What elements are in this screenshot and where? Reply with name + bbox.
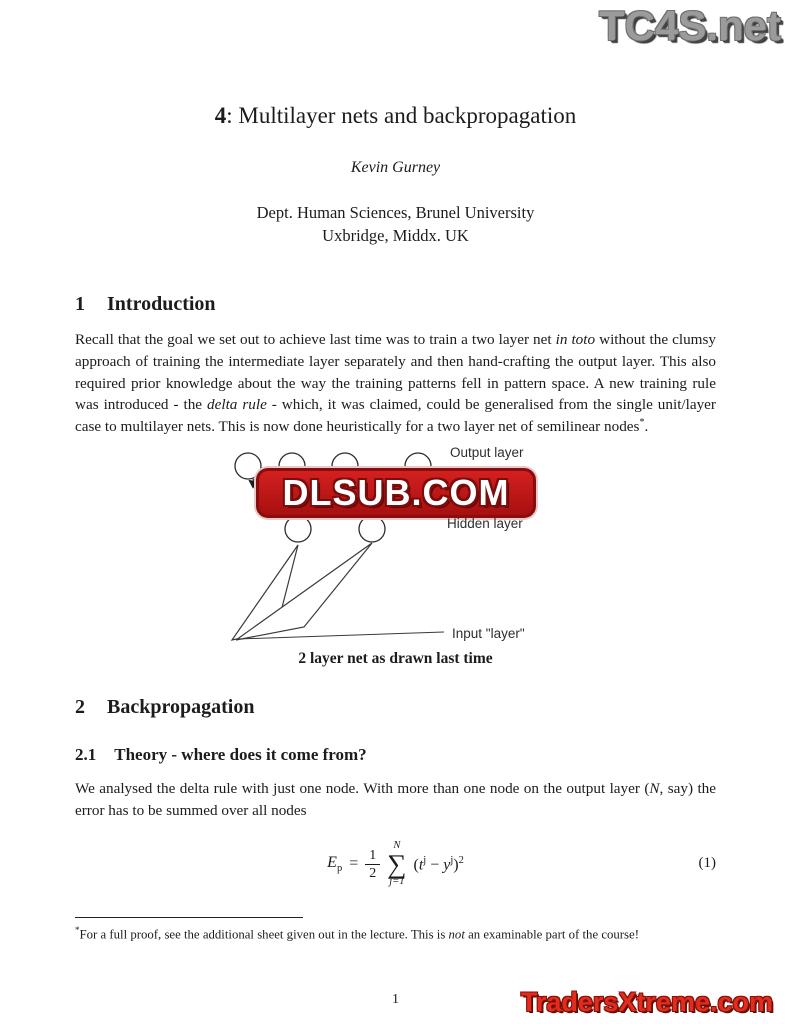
affiliation-line2: Uxbridge, Middx. UK — [322, 226, 469, 246]
equation-number: (1) — [698, 855, 716, 872]
footnote-segment: For a full proof, see the additional sheet given out in the lecture. This is — [79, 927, 449, 942]
footnote-marker: * — [75, 925, 80, 936]
intro-italic-delta-rule: delta rule — [207, 396, 267, 414]
footnote-text — [75, 924, 716, 944]
backprop-italic-N: N — [649, 779, 660, 797]
footnote-segment: an examinable part of the course! — [464, 927, 639, 942]
equation-fraction: $\frac{1}{2}$ — [365, 848, 380, 882]
output-layer-label: Output layer — [450, 444, 524, 460]
backprop-text: We analysed the delta rule with just one node. With more than one node on the output layer ( — [75, 779, 650, 797]
watermark-top: TC4S.net — [598, 2, 781, 49]
equation-body — [75, 837, 716, 891]
section-title: Introduction — [107, 293, 216, 316]
input-arrows — [232, 543, 372, 640]
footnote-marker-ref: * — [639, 417, 645, 429]
subsection-number: 2.1 — [75, 744, 97, 764]
equation-summation: N ∑ j=1 — [387, 840, 407, 888]
backprop-text: , say) the error has to be summed over all nodes — [75, 779, 716, 819]
intro-text: . — [644, 418, 649, 436]
section-number: 1 — [75, 293, 85, 316]
footnote-italic-not: not — [448, 927, 465, 942]
intro-text: Recall that the goal we set out to achieve last time was to train a two layer net — [75, 331, 556, 349]
page-number: 1 — [392, 992, 399, 1007]
hidden-layer-label: Hidden layer — [447, 515, 523, 531]
backprop-paragraph — [75, 778, 716, 821]
equation-1 — [75, 837, 716, 891]
intro-text: without the clumsy approach of training the intermediate layer separately and then hand-crafting the output layer. This also required prior knowledge about the way the training patterns fell in pattern space. A new training rule was introduced - the — [75, 331, 716, 414]
author-name: Kevin Gurney — [350, 159, 441, 176]
affiliation-line1: Dept. Human Sciences, Brunel University — [256, 203, 535, 222]
affiliation — [75, 201, 716, 247]
equation-expression: $(t^j - y^j)^2$ — [413, 854, 464, 874]
watermark-bottom: TradersXtreme.com — [520, 987, 773, 1017]
section-number: 2 — [75, 695, 85, 718]
subsection-title: Theory - where does it come from? — [114, 744, 367, 764]
figure-caption: 2 layer net as drawn last time — [298, 649, 493, 667]
footnote-rule — [75, 917, 303, 918]
subsection-heading-theory — [75, 745, 716, 765]
dlsub-watermark-text: DLSUB.COM — [282, 471, 510, 513]
equation-lhs: $E_p$ — [327, 854, 343, 875]
intro-paragraph — [75, 329, 716, 438]
equation-equals: = — [349, 855, 359, 873]
section-heading-backpropagation — [75, 696, 716, 719]
section-heading-introduction — [75, 293, 716, 316]
input-layer-label: Input "layer" — [452, 625, 525, 641]
section-title: Backpropagation — [107, 695, 255, 718]
intro-italic-in-toto: in toto — [555, 331, 596, 349]
intro-text: - which, it was claimed, could be generalised from the single unit/layer case to multilayer nets. This is now done heuristically for a two layer net of semilinear nodes — [75, 396, 716, 436]
hidden-layer-nodes — [285, 516, 385, 542]
title-text: : Multilayer nets and backpropagation — [226, 103, 577, 128]
document-content — [75, 0, 716, 945]
dlsub-watermark-banner — [256, 468, 536, 518]
network-figure — [0, 442, 791, 678]
title-number: 4 — [214, 103, 227, 128]
footnote — [75, 917, 716, 944]
